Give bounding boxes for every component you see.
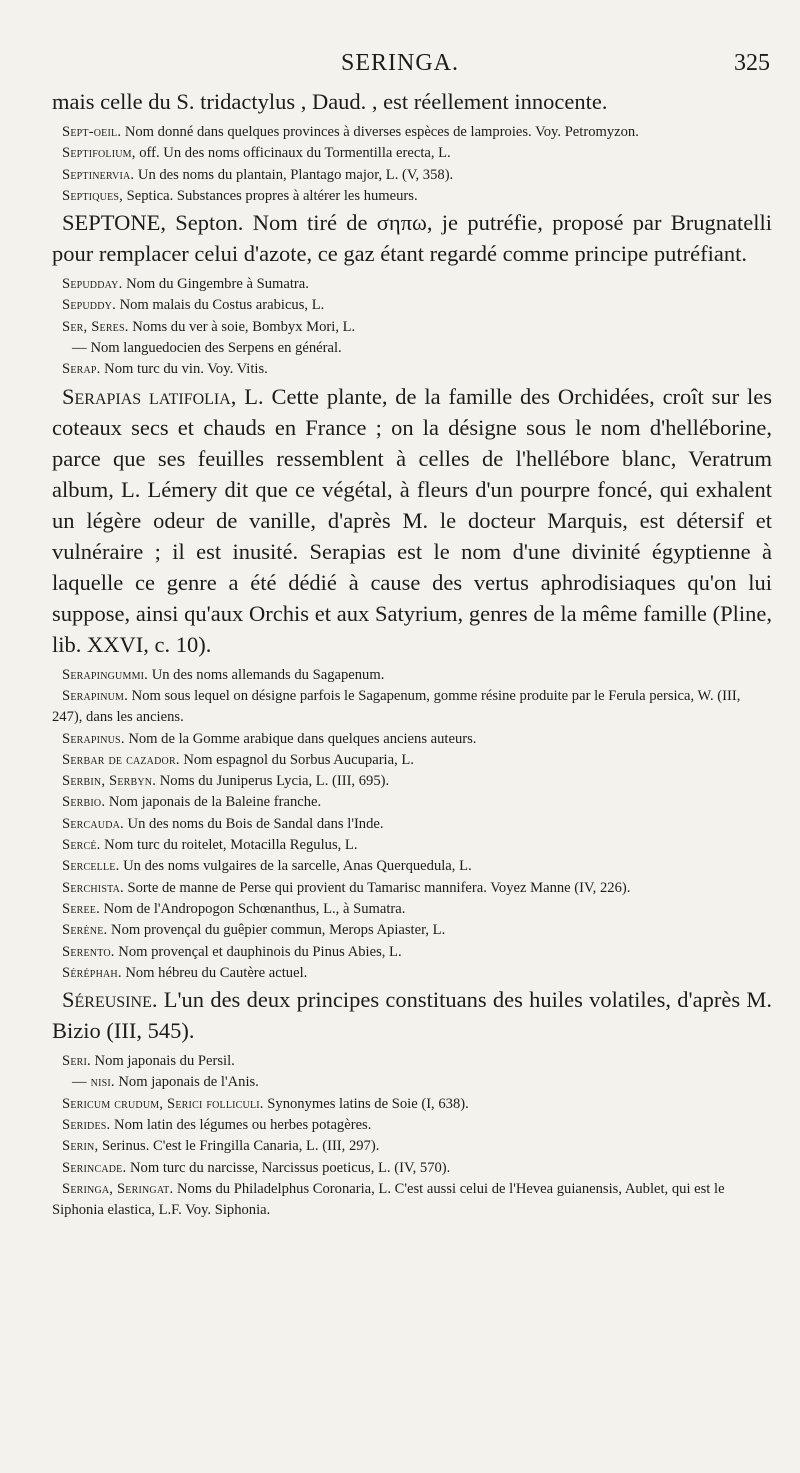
dictionary-entry — [52, 1072, 772, 1093]
entry-headword: Sepudday. — [62, 276, 123, 293]
entry-headword: Serène. — [62, 922, 108, 939]
entry-headword: Serincade. — [62, 1159, 127, 1176]
entry-text: Un des noms allemands du Sagapenum. — [148, 666, 385, 683]
entry-headword: — — [72, 340, 87, 357]
dictionary-entry — [52, 899, 772, 920]
entry-text: Un des noms vulgaires de la sarcelle, Anas Querquedula, L. — [119, 858, 472, 875]
entry-headword: Serin, — [62, 1138, 99, 1155]
entry-text: Nom malais du Costus arabicus, L. — [115, 297, 325, 314]
entry-text: Nom turc du roitelet, Motacilla Regulus, L. — [100, 837, 358, 854]
dictionary-entry — [52, 1179, 772, 1222]
entry-text: Nom japonais de la Baleine franche. — [105, 794, 322, 811]
dictionary-entry — [52, 729, 772, 750]
entry-headword: Serapinum. — [62, 687, 128, 704]
dictionary-entry — [52, 295, 772, 316]
entry-headword: Sercelle. — [62, 858, 120, 875]
dictionary-entry — [52, 186, 772, 207]
dictionary-entry — [52, 1158, 772, 1179]
entry-headword: Serento. — [62, 943, 115, 960]
dictionary-entry — [52, 165, 772, 186]
entry-text: mais celle du S. tridactylus , Daud. , est réellement innocente. — [52, 89, 608, 114]
entry-headword: Séreusine. — [62, 987, 158, 1013]
page-header — [0, 50, 800, 90]
dictionary-entry — [52, 750, 772, 771]
running-title: SERINGA. — [340, 50, 459, 76]
entry-text: Nom japonais de l'Anis. — [114, 1074, 259, 1091]
dictionary-entry — [52, 317, 772, 338]
entry-text: Nom languedocien des Serpens en général. — [86, 340, 342, 357]
page-body — [52, 86, 772, 1222]
entry-text: Serinus. C'est le Fringilla Canaria, L. (III, 297). — [98, 1138, 380, 1155]
entry-headword: — nisi. — [72, 1074, 115, 1091]
entry-text: Nom hébreu du Cautère actuel. — [121, 964, 308, 981]
entry-text: Nom espagnol du Sorbus Aucuparia, L. — [179, 751, 414, 768]
entry-headword: Sercé. — [62, 837, 101, 854]
dictionary-entry — [52, 771, 772, 792]
dictionary-entry — [52, 686, 772, 729]
dictionary-entry — [52, 1094, 772, 1115]
dictionary-entry — [52, 878, 772, 899]
dictionary-entry — [52, 792, 772, 813]
entry-text: Nom provençal du guêpier commun, Merops Apiaster, L. — [107, 922, 446, 939]
entry-text: Sorte de manne de Perse qui provient du Tamarisc mannifera. Voyez Manne (IV, 226). — [123, 879, 631, 896]
entry-headword: Seri. — [62, 1053, 91, 1070]
entry-headword: Serap. — [62, 361, 101, 378]
entry-text: off. Un des noms officinaux du Tormentilla erecta, L. — [135, 145, 451, 162]
entry-paragraph — [52, 381, 772, 660]
dictionary-entry — [52, 1136, 772, 1157]
entry-headword: Seringa, Seringat. — [62, 1180, 174, 1197]
entry-headword: Serbin, Serbyn. — [62, 773, 157, 790]
entry-text: Nom donné dans quelques provinces à diverses espèces de lamproies. Voy. Petromyzon. — [121, 124, 639, 140]
dictionary-entry — [52, 963, 772, 984]
entry-text: Noms du ver à soie, Bombyx Mori, L. — [128, 318, 356, 335]
entry-headword: Serides. — [62, 1117, 111, 1134]
entry-headword: SEPTONE, — [62, 210, 166, 236]
dictionary-entry — [52, 338, 772, 359]
entry-text: Septon. Nom tiré de σηπω, je putréfie, proposé par Brugnatelli pour remplacer celui d'azote, ce gaz étant regardé comme principe putréfiant. — [52, 210, 772, 267]
dictionary-entry — [52, 1115, 772, 1136]
entry-headword: Sercauda. — [62, 815, 124, 832]
entry-headword: Séréphah. — [62, 964, 122, 981]
entry-text: Nom latin des légumes ou herbes potagères. — [110, 1117, 372, 1134]
entry-headword: Sepuddy. — [62, 297, 116, 314]
entry-headword: Seree. — [62, 900, 100, 917]
dictionary-entry — [52, 359, 772, 380]
entry-text: L. Cette plante, de la famille des Orchidées, croît sur les coteaux secs et chauds en France ; on la désigne sous le nom d'helléborine, parce que ses feuilles ressemblent à celles de l'hellébore blanc, Veratrum album, L. Lémery dit que ce végétal, à fleurs d'un pourpre foncé, qui exhalent un légère odeur de vanille, d'après M. le docteur Marquis, est détersif et vulnéraire ; il est inusité. Serapias est le nom d'une divinité égyptienne à laquelle ce genre a été dédié à cause des vertus aphrodisiaques qu'on lui suppose, ainsi qu'aux Orchis et aux Satyrium, genres de la même famille (Pline, lib. XXVI, c. 10). — [52, 383, 772, 657]
dictionary-entry — [52, 835, 772, 856]
entry-headword: Serchista. — [62, 879, 124, 896]
entry-text: Un des noms du plantain, Plantago major, L. (V, 358). — [134, 166, 454, 183]
dictionary-entry — [52, 856, 772, 877]
entry-paragraph — [52, 984, 772, 1046]
dictionary-entry — [52, 143, 772, 164]
page-number: 325 — [734, 50, 770, 76]
entry-headword: Septiques, — [62, 187, 123, 204]
entry-text: Un des noms du Bois de Sandal dans l'Inde. — [123, 815, 384, 832]
entry-paragraph — [52, 207, 772, 269]
entry-text: Nom japonais du Persil. — [90, 1053, 235, 1070]
entry-headword: Sericum crudum, Serici folliculi. — [62, 1095, 264, 1112]
entry-headword: Septifolium, — [62, 145, 136, 162]
entry-text: Noms du Juniperus Lycia, L. (III, 695). — [156, 773, 390, 790]
entry-headword: Serapias latifolia, — [62, 383, 237, 409]
dictionary-entry — [52, 920, 772, 941]
entry-text: Nom provençal et dauphinois du Pinus Abies, L. — [114, 943, 402, 960]
entry-text: Septica. Substances propres à altérer les humeurs. — [123, 187, 418, 204]
entry-headword: Serapinus. — [62, 730, 125, 747]
entry-headword: Sept-oeil. — [62, 124, 122, 140]
entry-text: Synonymes latins de Soie (I, 638). — [263, 1095, 469, 1112]
entry-text: Noms du Philadelphus Coronaria, L. C'est aussi celui de l'Hevea guianensis, Aublet, qui est le Siphonia elastica, L.F. Voy. Siphonia. — [52, 1180, 725, 1219]
entry-text: Nom de la Gomme arabique dans quelques anciens auteurs. — [124, 730, 477, 747]
entry-text: Nom turc du vin. Voy. Vitis. — [100, 361, 268, 378]
entry-text: Nom sous lequel on désigne parfois le Sagapenum, gomme résine produite par le Ferula persica, W. (III, 247), dans les anciens. — [52, 687, 741, 726]
entry-headword: Ser, Seres. — [62, 318, 129, 335]
dictionary-entry — [52, 1051, 772, 1072]
dictionary-entry — [52, 122, 772, 143]
entry-headword: Septinervia. — [62, 166, 135, 183]
entry-text: L'un des deux principes constituans des huiles volatiles, d'après M. Bizio (III, 545). — [52, 987, 772, 1044]
entry-headword: Serbio. — [62, 794, 106, 811]
dictionary-entry — [52, 814, 772, 835]
entry-text: Nom turc du narcisse, Narcissus poeticus, L. (IV, 570). — [126, 1159, 451, 1176]
entry-text: Nom de l'Andropogon Schœnanthus, L., à Sumatra. — [99, 900, 406, 917]
dictionary-entry — [52, 665, 772, 686]
entry-text: Nom du Gingembre à Sumatra. — [122, 276, 309, 293]
dictionary-entry — [52, 942, 772, 963]
entry-headword: Serapingummi. — [62, 666, 149, 683]
dictionary-entry — [52, 274, 772, 295]
entry-headword: Serbar de cazador. — [62, 751, 180, 768]
entry-paragraph — [52, 86, 772, 117]
